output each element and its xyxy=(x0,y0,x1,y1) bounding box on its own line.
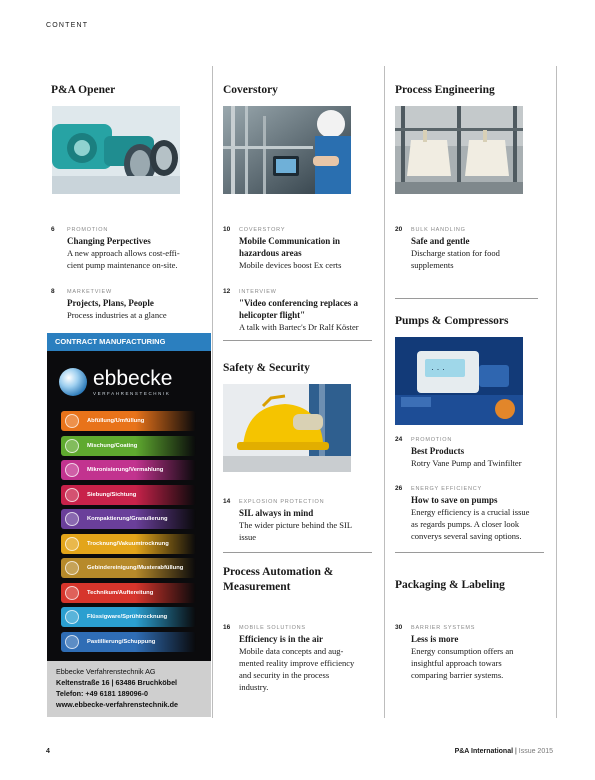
publication-footer xyxy=(455,748,553,755)
entry-headline: Mobile Communication in xyxy=(239,236,341,246)
entry-summary-line: Energy consumption offers an xyxy=(411,646,514,656)
section-title-process-automation xyxy=(223,565,333,595)
ad-contact-block xyxy=(47,661,211,717)
entry-category: ENERGY EFFICIENCY xyxy=(411,486,482,492)
ad-website[interactable]: www.ebbecke-verfahrenstechnik.de xyxy=(56,700,178,709)
service-icon xyxy=(65,635,79,649)
entry-headline: Efficiency is in the air xyxy=(239,634,323,644)
page-number-footer: 4 xyxy=(46,748,50,755)
page-number: 12 xyxy=(223,288,231,295)
publication-name: P&A International xyxy=(454,748,514,755)
service-icon xyxy=(65,414,79,428)
section-title-process-engineering: Process Engineering xyxy=(395,84,495,96)
entry-summary-line: A talk with Bartec's Dr Ralf Köster xyxy=(239,322,359,332)
entry-headline: Changing Perpectives xyxy=(67,236,151,246)
entry-headline: Less is more xyxy=(411,634,459,644)
entry-summary-line: Energy efficiency is a crucial issue xyxy=(411,507,530,517)
coverstory-photo xyxy=(223,106,351,194)
section-title-pa-opener: P&A Opener xyxy=(51,84,116,96)
service-label: Flüssigware/Sprühtrocknung xyxy=(87,614,168,620)
service-item xyxy=(61,411,196,431)
service-label: Technikum/Auftereitung xyxy=(87,589,154,596)
entry-summary-line: industry. xyxy=(239,682,269,692)
entry-category: COVERSTORY xyxy=(239,227,286,233)
service-label: Mikronisierung/Vermahlung xyxy=(87,467,164,473)
ad-banner: CONTRACT MANUFACTURING xyxy=(47,333,211,351)
section-label: CONTENT xyxy=(46,22,89,29)
globe-icon xyxy=(59,368,87,396)
toc-entry[interactable] xyxy=(395,224,555,274)
toc-entry[interactable] xyxy=(395,483,555,543)
entry-summary-line: Rotry Vane Pump and Twinfilter xyxy=(411,458,522,468)
entry-category: BARRIER SYSTEMS xyxy=(411,625,476,631)
issue-label: Issue 2015 xyxy=(518,748,553,755)
service-icon xyxy=(65,439,79,453)
section-title-pumps-compressors: Pumps & Compressors xyxy=(395,315,509,327)
page-number: 6 xyxy=(51,226,55,233)
service-item xyxy=(61,583,196,603)
toc-entry[interactable] xyxy=(51,224,211,274)
toc-entry[interactable] xyxy=(223,286,383,336)
vacuum-pump-image xyxy=(395,337,523,425)
safety-photo xyxy=(223,384,351,472)
service-label: Mischung/Coating xyxy=(87,442,138,449)
entry-summary-line: Discharge station for food xyxy=(411,248,500,258)
entry-category: EXPLOSION PROTECTION xyxy=(239,499,325,505)
entry-summary-line: mented reality improve efficiency xyxy=(239,658,355,668)
service-item xyxy=(61,485,196,505)
section-title-coverstory: Coverstory xyxy=(223,84,278,96)
entry-summary-line: Mobile devices boost Ex certs xyxy=(239,260,342,270)
entry-summary-line: issue xyxy=(239,532,256,542)
page-number: 26 xyxy=(395,485,403,492)
service-icon xyxy=(65,537,79,551)
entry-headline: SIL always in mind xyxy=(239,508,314,518)
entry-category: INTERVIEW xyxy=(239,289,277,295)
pumps-photo xyxy=(395,337,523,425)
page-number: 14 xyxy=(223,498,231,505)
service-label: Gebindereinigung/Musterabfüllung xyxy=(87,565,184,571)
ad-company: Ebbecke Verfahrenstechnik AG xyxy=(56,667,156,676)
service-icon xyxy=(65,512,79,526)
entry-summary-line: Mobile data concepts and aug- xyxy=(239,646,344,656)
logo-subtitle: VERFAHRENSTECHNIK xyxy=(93,391,171,396)
entry-category: PROMOTION xyxy=(411,437,453,443)
service-item xyxy=(61,509,196,529)
service-icon xyxy=(65,488,79,502)
service-label: Pastillierung/Schuppung xyxy=(87,638,156,645)
page-number: 16 xyxy=(223,624,231,631)
entry-summary-line: Process industries at a glance xyxy=(67,310,167,320)
entry-summary-line: converys several saving options. xyxy=(411,531,522,541)
service-item xyxy=(61,632,196,652)
service-icon xyxy=(65,463,79,477)
entry-headline: Projects, Plans, People xyxy=(67,298,154,308)
entry-category: PROMOTION xyxy=(67,227,109,233)
page-number: 30 xyxy=(395,624,403,631)
entry-summary-line: A new approach allows cost-effi- xyxy=(67,248,180,258)
section-divider xyxy=(223,552,372,553)
hard-hat-image xyxy=(223,384,351,472)
section-title-line: Measurement xyxy=(223,581,291,593)
column-divider xyxy=(556,66,557,718)
service-item xyxy=(61,534,196,554)
advertisement-ebbecke[interactable] xyxy=(47,333,211,717)
entry-headline: helicopter flight" xyxy=(239,310,306,320)
hazardous-area-image xyxy=(223,106,351,194)
service-item xyxy=(61,436,196,456)
entry-summary-line: and security in the process xyxy=(239,670,330,680)
service-icon xyxy=(65,586,79,600)
toc-entry[interactable] xyxy=(395,434,555,470)
entry-summary-line: comparing barrier systems. xyxy=(411,670,504,680)
footer-separator: | xyxy=(514,748,519,755)
ebbecke-logo xyxy=(57,365,203,399)
entry-summary-line: cient pump maintenance on-site. xyxy=(67,260,178,270)
ad-phone: Telefon: +49 6181 189096-0 xyxy=(56,689,148,698)
process-engineering-photo xyxy=(395,106,523,194)
entry-category: MARKETVIEW xyxy=(67,289,112,295)
column-divider xyxy=(212,66,213,718)
toc-entry[interactable] xyxy=(223,496,383,542)
entry-headline: "Video conferencing replaces a xyxy=(239,298,359,308)
entry-summary-line: as regards pumps. A closer look xyxy=(411,519,520,529)
service-label: Abfüllung/Umfüllung xyxy=(87,418,145,424)
entry-headline: hazardous areas xyxy=(239,248,302,258)
toc-entry[interactable] xyxy=(395,622,555,684)
section-divider xyxy=(223,340,372,341)
page-number: 20 xyxy=(395,226,403,233)
pump-maintenance-image xyxy=(52,106,180,194)
service-item xyxy=(61,607,196,627)
entry-headline: Best Products xyxy=(411,446,465,456)
logo-word: ebbecke xyxy=(93,367,173,390)
section-title-packaging-labeling: Packaging & Labeling xyxy=(395,579,505,591)
entry-summary-line: supplements xyxy=(411,260,454,270)
section-divider xyxy=(395,552,544,553)
entry-headline: How to save on pumps xyxy=(411,495,498,505)
column-divider xyxy=(384,66,385,718)
toc-entry[interactable] xyxy=(223,622,383,696)
entry-headline: Safe and gentle xyxy=(411,236,470,246)
service-label: Kompaktierung/Granulierung xyxy=(87,516,168,522)
page-number: 24 xyxy=(395,436,403,443)
toc-entry[interactable] xyxy=(223,224,383,274)
bulk-bags-image xyxy=(395,106,523,194)
service-item xyxy=(61,460,196,480)
service-label: Siebung/Sichtung xyxy=(87,491,137,498)
section-title-line: Process Automation & xyxy=(223,566,334,578)
service-icon xyxy=(65,610,79,624)
entry-category: BULK HANDLING xyxy=(411,227,466,233)
section-divider xyxy=(395,298,538,299)
pump-maintenance-photo xyxy=(52,106,180,194)
page-number: 8 xyxy=(51,288,55,295)
ad-address: Keltenstraße 16 | 63486 Bruchköbel xyxy=(56,678,178,687)
entry-category: MOBILE SOLUTIONS xyxy=(239,625,306,631)
service-label: Trocknung/Vakuumtrocknung xyxy=(87,540,169,547)
toc-entry[interactable] xyxy=(51,286,211,322)
entry-summary-line: insightful approach towars xyxy=(411,658,502,668)
entry-summary-line: The wider picture behind the SIL xyxy=(239,520,353,530)
section-title-safety-security: Safety & Security xyxy=(223,362,310,374)
page-number: 10 xyxy=(223,226,231,233)
service-icon xyxy=(65,561,79,575)
service-item xyxy=(61,558,196,578)
svg-text:· · ·: · · · xyxy=(431,364,445,374)
